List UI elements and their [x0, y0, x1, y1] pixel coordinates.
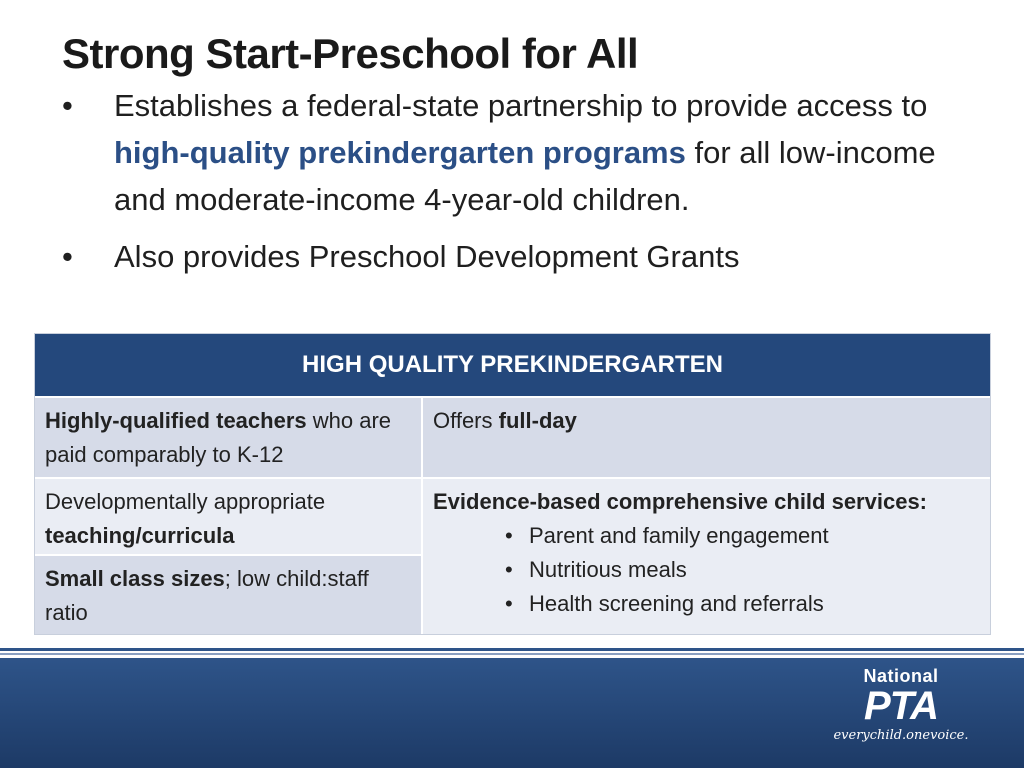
bullet-list	[62, 82, 982, 290]
cell-bold-text: Evidence-based comprehensive child services:	[433, 489, 928, 514]
bullet-item	[62, 82, 982, 223]
quality-table	[34, 333, 991, 635]
cell-bold-text: Small class sizes	[45, 566, 225, 591]
cell-text: who are paid comparably to K-12	[45, 408, 392, 467]
logo-top-text: National	[863, 666, 939, 686]
national-pta-logo	[826, 666, 976, 756]
bullet-text-part: Establishes a federal-state partnership to provide access to	[114, 88, 928, 123]
services-list	[433, 519, 980, 621]
list-item	[505, 519, 980, 553]
bullet-item	[62, 233, 982, 280]
cell-bold-text: Highly-qualified teachers	[45, 408, 307, 433]
bullet-glyph: •	[505, 591, 513, 616]
cell-text: Offers	[433, 408, 499, 433]
table-cell-services	[423, 479, 990, 634]
footer-divider	[0, 653, 1024, 655]
list-item	[505, 587, 980, 621]
cell-bold-text: full-day	[498, 408, 577, 433]
bullet-text: Also provides Preschool Development Grants	[114, 239, 740, 274]
list-item-text: Nutritious meals	[529, 557, 687, 582]
bullet-glyph: •	[62, 239, 73, 274]
table-header: HIGH QUALITY PREKINDERGARTEN	[35, 334, 990, 396]
cell-bold-text: teaching/curricula	[45, 523, 235, 548]
list-item-text: Parent and family engagement	[529, 523, 829, 548]
logo-tagline: everychild.onevoice.	[833, 728, 969, 743]
bullet-glyph: •	[505, 557, 513, 582]
table-cell-teachers	[35, 398, 421, 477]
cell-text: ; low child:staff ratio	[45, 566, 369, 625]
cell-text: Developmentally appropriate	[45, 489, 326, 514]
list-item-text: Health screening and referrals	[529, 591, 824, 616]
table-cell-curricula	[35, 479, 421, 554]
bullet-text-part: for all low-income and moderate-income 4-year-old children.	[114, 135, 936, 217]
list-item	[505, 553, 980, 587]
table-cell-full-day	[423, 398, 990, 477]
logo-main-text: PTA	[863, 684, 939, 728]
footer-divider	[0, 648, 1024, 651]
table-cell-class-size	[35, 556, 421, 634]
bullet-glyph: •	[505, 523, 513, 548]
slide-title: Strong Start-Preschool for All	[62, 30, 639, 77]
bullet-text	[114, 82, 982, 223]
bullet-glyph: •	[62, 88, 73, 123]
highlight-text: high-quality prekindergarten programs	[114, 135, 686, 170]
